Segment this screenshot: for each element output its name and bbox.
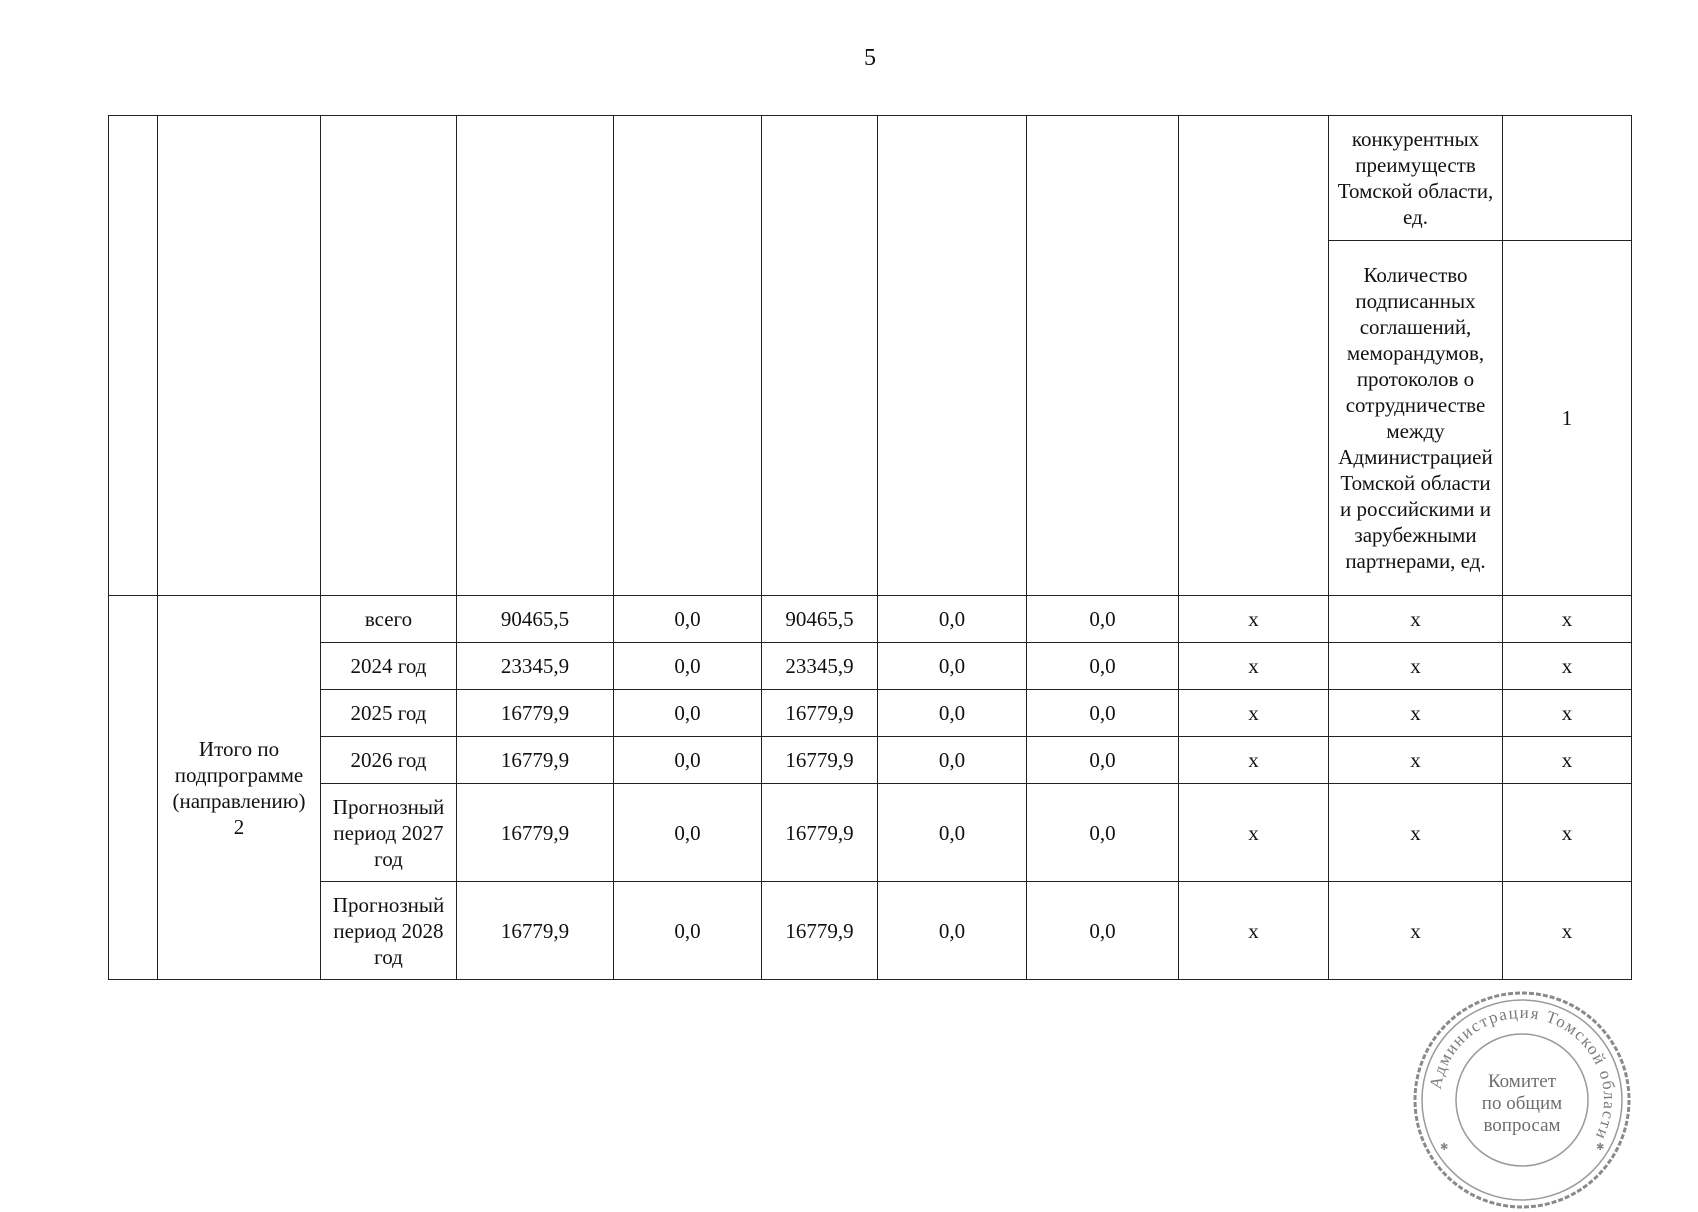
value-cell: 0,0 [1027, 690, 1179, 737]
value-cell: 16779,9 [762, 784, 878, 882]
value-cell: 0,0 [1027, 737, 1179, 784]
page-number: 5 [864, 45, 876, 71]
value-cell: 16779,9 [457, 737, 614, 784]
value-cell: 0,0 [614, 784, 762, 882]
table-row [109, 596, 1632, 643]
table-cell [878, 116, 1027, 596]
value-cell: x [1179, 596, 1329, 643]
value-cell: x [1179, 643, 1329, 690]
value-cell: x [1503, 784, 1632, 882]
value-cell: 16779,9 [762, 690, 878, 737]
value-cell: 16779,9 [457, 690, 614, 737]
table-cell [1027, 116, 1179, 596]
budget-table [108, 115, 1632, 980]
value-cell: x [1503, 596, 1632, 643]
table-row [109, 690, 1632, 737]
subtotal-label: Итого по подпрограмме (направлению) 2 [158, 596, 321, 980]
indicator-name: конкурентных преимуществ Томской области, ед. [1329, 116, 1503, 241]
table-row [109, 116, 1632, 241]
value-cell: x [1329, 737, 1503, 784]
value-cell: x [1503, 690, 1632, 737]
table-row [109, 784, 1632, 882]
table-cell [321, 116, 457, 596]
period-cell: Прогнозный период 2027 год [321, 784, 457, 882]
period-cell: 2024 год [321, 643, 457, 690]
value-cell: x [1329, 784, 1503, 882]
value-cell: 0,0 [1027, 643, 1179, 690]
value-cell: x [1329, 690, 1503, 737]
value-cell: 0,0 [878, 643, 1027, 690]
value-cell: x [1179, 882, 1329, 980]
value-cell: 0,0 [878, 596, 1027, 643]
stamp-line: Комитет [1487, 1071, 1557, 1092]
value-cell: 23345,9 [762, 643, 878, 690]
indicator-value [1503, 116, 1632, 241]
value-cell: 0,0 [1027, 784, 1179, 882]
value-cell: 0,0 [614, 690, 762, 737]
value-cell: x [1329, 596, 1503, 643]
value-cell: x [1179, 784, 1329, 882]
period-cell: 2025 год [321, 690, 457, 737]
value-cell: 16779,9 [762, 882, 878, 980]
value-cell: 16779,9 [762, 737, 878, 784]
stamp-line: вопросам [1483, 1115, 1561, 1136]
value-cell: x [1179, 737, 1329, 784]
table-cell [614, 116, 762, 596]
table-cell [109, 596, 158, 980]
value-cell: x [1179, 690, 1329, 737]
value-cell: x [1329, 643, 1503, 690]
stamp-line: по общим [1481, 1093, 1563, 1114]
value-cell: 0,0 [1027, 596, 1179, 643]
table-row [109, 737, 1632, 784]
value-cell: 0,0 [878, 690, 1027, 737]
table-cell [762, 116, 878, 596]
stamp-star-icon: ✱ [1596, 1142, 1605, 1153]
table-cell [457, 116, 614, 596]
value-cell: 0,0 [614, 643, 762, 690]
table-cell [1179, 116, 1329, 596]
value-cell: 0,0 [878, 882, 1027, 980]
table-row [109, 882, 1632, 980]
value-cell: x [1503, 643, 1632, 690]
stamp-star-icon: ✱ [1440, 1142, 1449, 1153]
period-cell: Прогнозный период 2028 год [321, 882, 457, 980]
value-cell: x [1503, 882, 1632, 980]
table-cell [109, 116, 158, 596]
value-cell: 0,0 [878, 737, 1027, 784]
indicator-value: 1 [1503, 241, 1632, 596]
value-cell: 90465,5 [762, 596, 878, 643]
value-cell: 23345,9 [457, 643, 614, 690]
table-row [109, 643, 1632, 690]
value-cell: 90465,5 [457, 596, 614, 643]
value-cell: x [1329, 882, 1503, 980]
official-stamp [1410, 988, 1634, 1212]
table-cell [158, 116, 321, 596]
value-cell: 16779,9 [457, 882, 614, 980]
indicator-name: Количество подписанных соглашений, меморандумов, протоколов о сотрудничестве между Администрацией Томской области и российскими и зарубежными партнерами, ед. [1329, 241, 1503, 596]
period-cell: всего [321, 596, 457, 643]
stamp-ring-text: Администрация Томской области [1425, 1002, 1620, 1144]
value-cell: 16779,9 [457, 784, 614, 882]
value-cell: 0,0 [614, 882, 762, 980]
value-cell: x [1503, 737, 1632, 784]
value-cell: 0,0 [1027, 882, 1179, 980]
value-cell: 0,0 [878, 784, 1027, 882]
period-cell: 2026 год [321, 737, 457, 784]
value-cell: 0,0 [614, 596, 762, 643]
value-cell: 0,0 [614, 737, 762, 784]
